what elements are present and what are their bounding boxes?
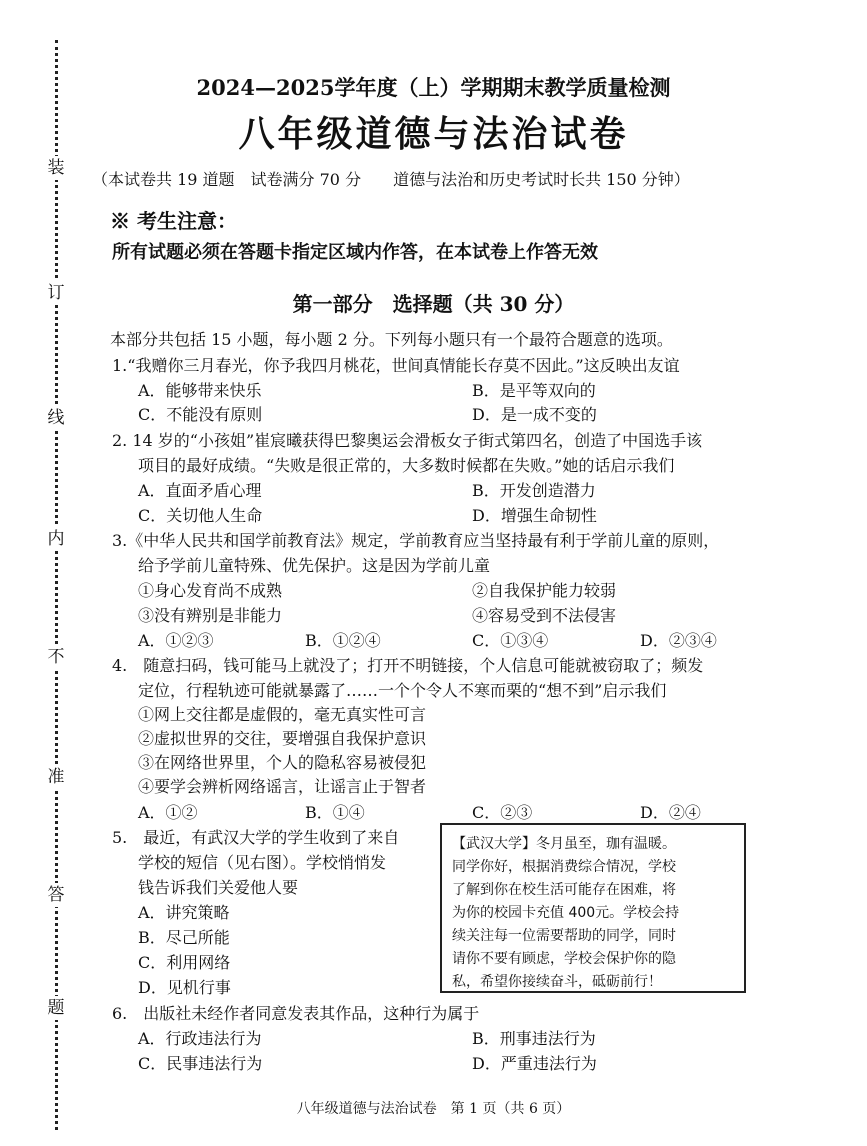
option-a: A．行政违法行为 bbox=[138, 1029, 262, 1048]
statement: ④要学会辨析网络谣言，让谣言止于智者 bbox=[138, 777, 427, 796]
section-intro: 本部分共包括 15 小题，每小题 2 分。下列每小题只有一个最符合题意的选项。 bbox=[110, 330, 673, 349]
sms-line: 了解到你在校生活可能存在困难，将 bbox=[452, 882, 676, 898]
statement: ③在网络世界里，个人的隐私容易被侵犯 bbox=[138, 753, 427, 772]
sms-line: 【武汉大学】冬月虽至，珈有温暖。 bbox=[452, 836, 676, 852]
exam-header: 2024—2025学年度（上）学期期末教学质量检测 bbox=[196, 75, 671, 100]
binding-char: 内 bbox=[44, 527, 68, 551]
binding-char: 准 bbox=[44, 765, 68, 789]
sms-line: 续关注每一位需要帮助的同学，同时 bbox=[452, 928, 676, 944]
statement: ②自我保护能力较弱 bbox=[472, 581, 617, 600]
option-d: D．严重违法行为 bbox=[472, 1054, 597, 1073]
binding-char: 线 bbox=[44, 406, 68, 430]
option-c: C．关切他人生命 bbox=[138, 506, 263, 525]
exam-info: （本试卷共 19 道题 试卷满分 70 分 道德与法治和历史考试时长共 150 分钟） bbox=[92, 170, 690, 189]
option-d: D．见机行事 bbox=[138, 978, 231, 997]
sms-message-box bbox=[440, 823, 746, 993]
statement: ③没有辨别是非能力 bbox=[138, 606, 283, 625]
option-b: B．尽己所能 bbox=[138, 928, 230, 947]
binding-char: 题 bbox=[44, 996, 68, 1020]
option-b: B．刑事违法行为 bbox=[472, 1029, 596, 1048]
option-a: A．①②③ bbox=[138, 631, 214, 650]
question-stem: 定位，行程轨迹可能就暴露了……一个个令人不寒而栗的“想不到”启示我们 bbox=[138, 681, 667, 700]
section-title: 第一部分 选择题（共 30 分） bbox=[292, 292, 575, 316]
notice-text: 所有试题必须在答题卡指定区域内作答，在本试卷上作答无效 bbox=[112, 242, 598, 263]
option-c: C．②③ bbox=[472, 803, 533, 822]
statement: ①网上交往都是虚假的，毫无真实性可言 bbox=[138, 705, 427, 724]
statement: ④容易受到不法侵害 bbox=[472, 606, 617, 625]
binding-char: 不 bbox=[44, 645, 68, 669]
question-stem: 5. 最近，有武汉大学的学生收到了来自 bbox=[112, 828, 400, 847]
binding-line bbox=[55, 40, 58, 1130]
notice-title: ※ 考生注意： bbox=[110, 209, 237, 233]
question-stem: 项目的最好成绩。“失败是很正常的，大多数时候都在失败。”她的话启示我们 bbox=[138, 456, 675, 475]
option-c: C．①③④ bbox=[472, 631, 549, 650]
question-stem: 6. 出版社未经作者同意发表其作品，这种行为属于 bbox=[112, 1004, 480, 1023]
question-stem: 3.《中华人民共和国学前教育法》规定，学前教育应当坚持最有利于学前儿童的原则， bbox=[112, 531, 720, 550]
sms-line: 请你不要有顾虑，学校会保护你的隐 bbox=[452, 951, 676, 967]
option-c: C．利用网络 bbox=[138, 953, 231, 972]
question-stem: 2. 14 岁的“小孩姐”崔宸曦获得巴黎奥运会滑板女子街式第四名，创造了中国选手该 bbox=[112, 431, 703, 450]
statement: ②虚拟世界的交往，要增强自我保护意识 bbox=[138, 729, 427, 748]
option-c: C．民事违法行为 bbox=[138, 1054, 263, 1073]
option-a: A．①② bbox=[138, 803, 198, 822]
option-a: A．能够带来快乐 bbox=[138, 381, 262, 400]
sms-line: 为你的校园卡充值 400元。学校会持 bbox=[452, 905, 680, 921]
question-stem: 钱告诉我们关爱他人要 bbox=[138, 878, 299, 897]
question-stem: 学校的短信（见右图）。学校悄悄发 bbox=[138, 853, 387, 872]
option-d: D．②④ bbox=[640, 803, 701, 822]
binding-char: 装 bbox=[44, 156, 68, 180]
option-b: B．①④ bbox=[305, 803, 365, 822]
option-b: B．①②④ bbox=[305, 631, 381, 650]
option-a: A．直面矛盾心理 bbox=[138, 481, 262, 500]
exam-title: 八年级道德与法治试卷 bbox=[238, 113, 629, 155]
option-d: D．是一成不变的 bbox=[472, 405, 597, 424]
option-d: D．②③④ bbox=[640, 631, 717, 650]
option-b: B．是平等双向的 bbox=[472, 381, 596, 400]
page-footer: 八年级道德与法治试卷 第 1 页（共 6 页） bbox=[296, 1101, 571, 1117]
sms-line: 私，希望你接续奋斗，砥砺前行！ bbox=[452, 974, 662, 990]
statement: ①身心发育尚不成熟 bbox=[138, 581, 283, 600]
question-stem: 4. 随意扫码，钱可能马上就没了；打开不明链接，个人信息可能就被窃取了；频发 bbox=[112, 656, 704, 675]
question-stem: 1.“我赠你三月春光，你予我四月桃花，世间真情能长存莫不因此。”这反映出友谊 bbox=[112, 356, 680, 375]
option-b: B．开发创造潜力 bbox=[472, 481, 596, 500]
option-d: D．增强生命韧性 bbox=[472, 506, 597, 525]
option-a: A．讲究策略 bbox=[138, 903, 230, 922]
question-stem: 给予学前儿童特殊、优先保护。这是因为学前儿童 bbox=[138, 556, 491, 575]
binding-char: 答 bbox=[44, 883, 68, 907]
option-c: C．不能没有原则 bbox=[138, 405, 263, 424]
sms-line: 同学你好，根据消费综合情况，学校 bbox=[452, 859, 676, 875]
binding-char: 订 bbox=[44, 281, 68, 305]
